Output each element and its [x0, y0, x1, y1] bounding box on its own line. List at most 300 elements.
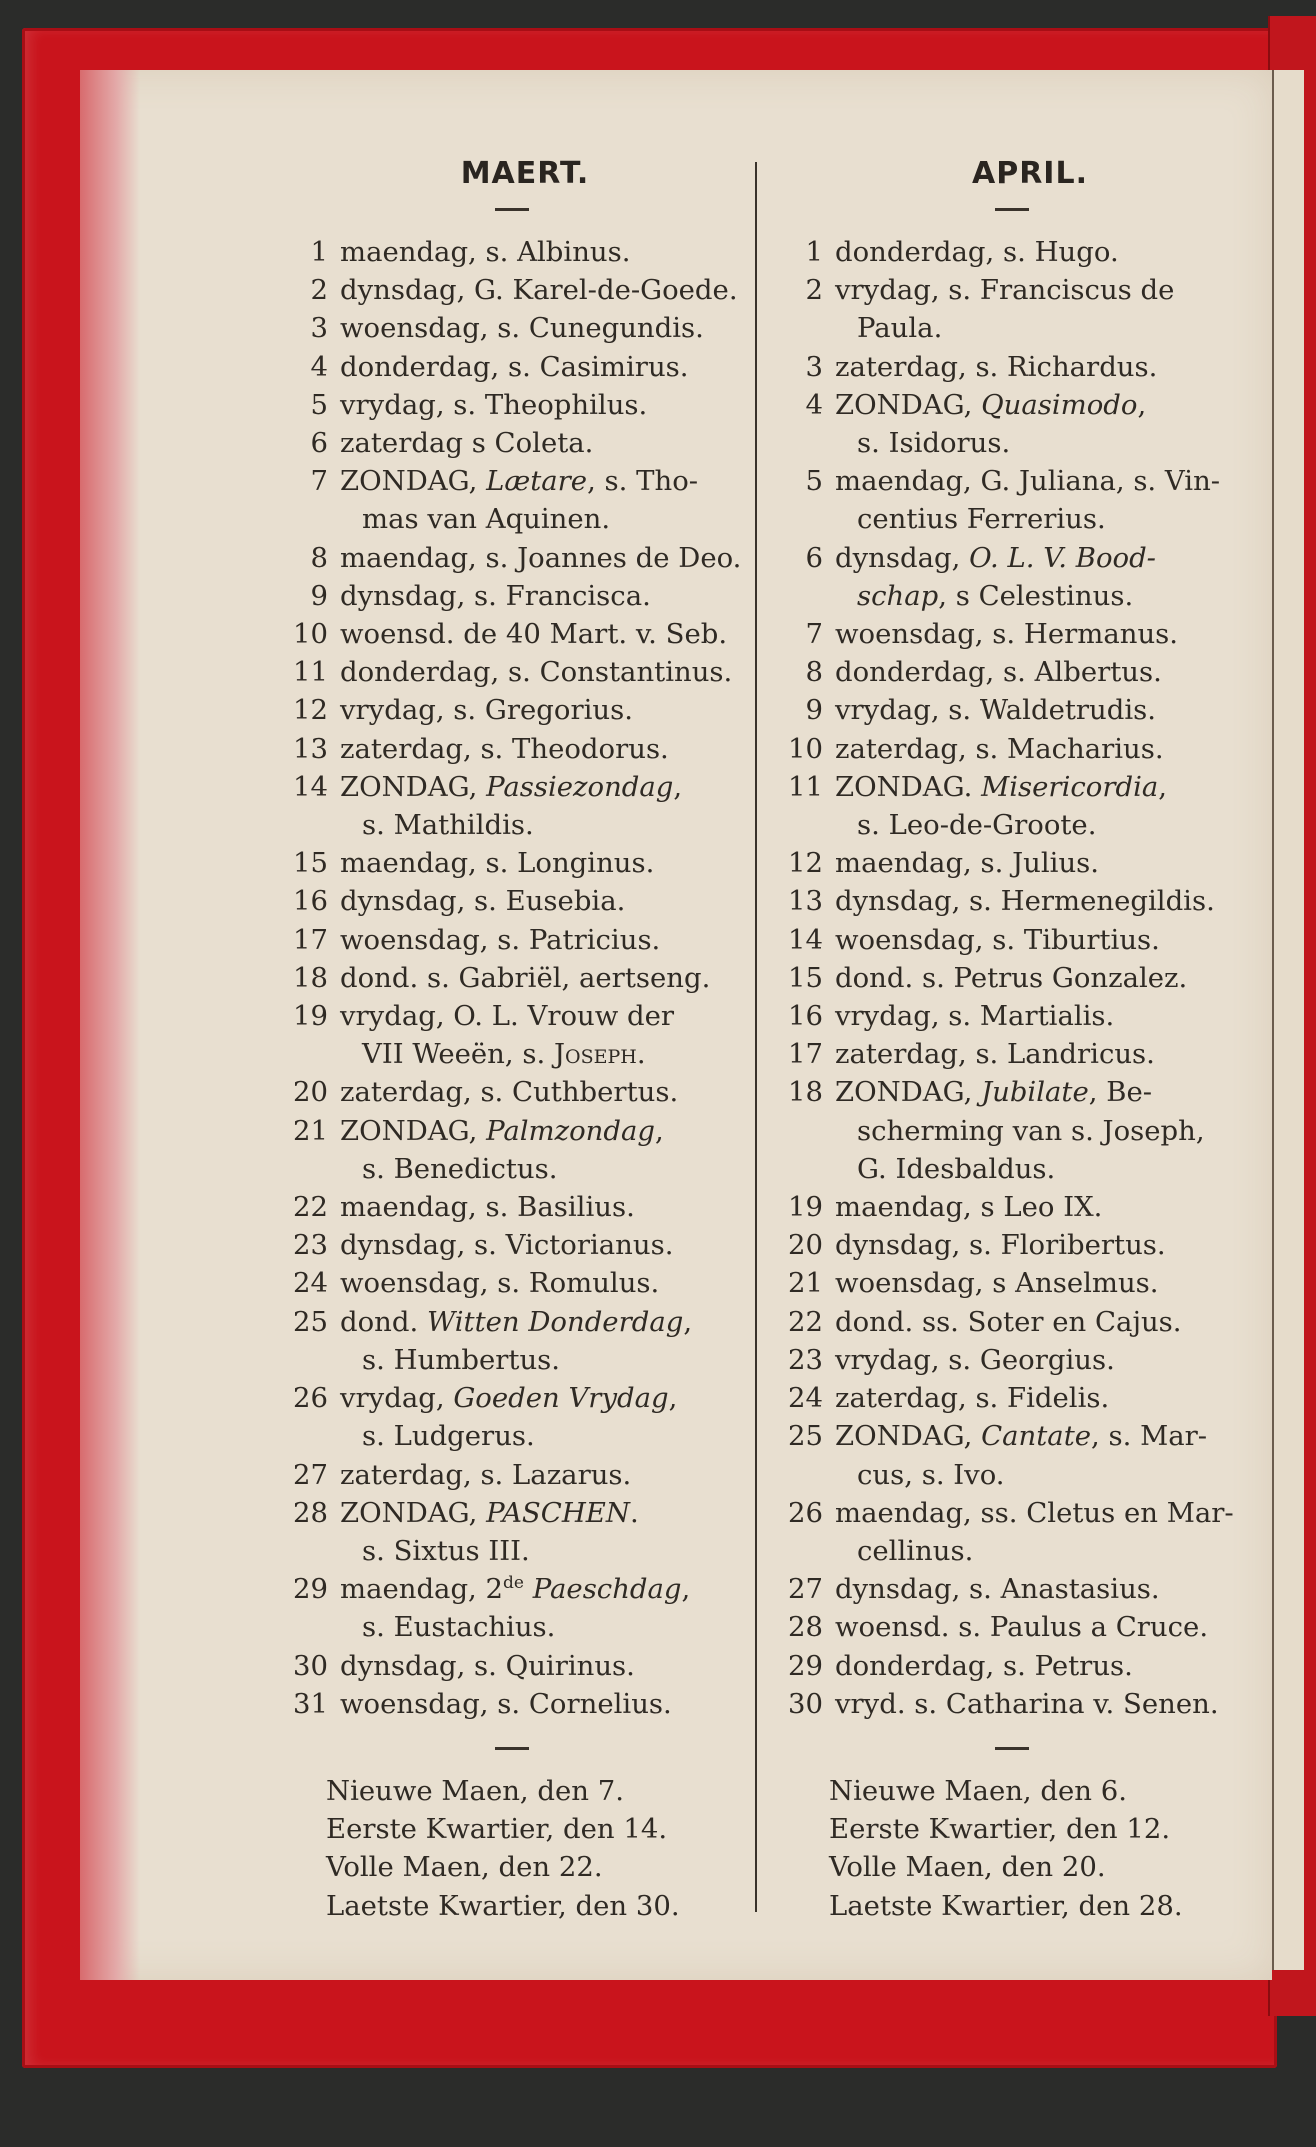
day-description [340, 615, 750, 653]
day-description [835, 1570, 1275, 1608]
calendar-day-entry [290, 768, 750, 844]
day-number: 26 [293, 1382, 328, 1415]
day-description [835, 271, 1275, 347]
day-description [835, 1379, 1275, 1417]
calendar-day-entry [785, 615, 1275, 653]
entry-text: ZONDAG, [835, 1076, 982, 1109]
day-description [340, 1647, 750, 1685]
day-description [340, 882, 750, 920]
day-number: 13 [293, 732, 328, 765]
day-number: 7 [310, 465, 328, 498]
day-number: 14 [788, 923, 823, 956]
day-description [835, 539, 1275, 615]
entry-text: , s Celestinus. [938, 579, 1134, 612]
entry-text [524, 1573, 533, 1605]
day-description [340, 386, 750, 424]
entry-text: Joseph [553, 1038, 637, 1071]
entry-text: zaterdag, s. Landricus. [835, 1038, 1155, 1071]
day-description-continued [835, 577, 1275, 615]
march-days [290, 233, 750, 1723]
day-number: 11 [293, 656, 328, 689]
day-number: 28 [293, 1496, 328, 1529]
calendar-day-entry [785, 539, 1275, 615]
calendar-day-entry [785, 1188, 1275, 1226]
day-description [835, 462, 1275, 538]
moon-phase: Laetste Kwartier, den 28. [829, 1889, 1183, 1922]
calendar-day-entry [290, 1647, 750, 1685]
day-description [340, 233, 750, 271]
entry-text: VII Weeën, s. [362, 1038, 554, 1071]
entry-text: maendag, 2 [340, 1573, 504, 1606]
day-number: 6 [310, 427, 328, 460]
day-number: 19 [293, 1000, 328, 1033]
day-description [340, 1570, 750, 1646]
calendar-day-entry [785, 1647, 1275, 1685]
month-title-march: MAERT. [460, 156, 590, 191]
day-number: 3 [310, 312, 328, 345]
calendar-day-entry [785, 233, 1275, 271]
entry-text: vrydag, s. Theophilus. [340, 388, 648, 421]
entry-text: woensdag, s. Romulus. [340, 1267, 660, 1300]
entry-text: zaterdag, s. Theodorus. [340, 732, 669, 765]
moon-phase: Eerste Kwartier, den 14. [326, 1813, 668, 1846]
day-description [835, 653, 1275, 691]
day-number: 21 [293, 1114, 328, 1147]
entry-text: dynsdag, s. Eusebia. [340, 885, 626, 918]
day-description [835, 348, 1275, 386]
entry-text: dynsdag, s. Quirinus. [340, 1649, 635, 1682]
calendar-day-entry [290, 615, 750, 653]
calendar-day-entry [785, 271, 1275, 347]
entry-text: , Be- [1088, 1076, 1153, 1109]
column-divider [755, 162, 757, 1912]
day-number: 30 [788, 1687, 823, 1720]
entry-text: zaterdag, s. Macharius. [835, 732, 1164, 765]
day-description-continued: s. Eustachius. [362, 1611, 556, 1644]
month-title-april: APRIL. [972, 156, 1088, 191]
entry-text: woensdag, s. Cornelius. [340, 1687, 672, 1720]
day-description [835, 1303, 1275, 1341]
day-description [340, 462, 750, 538]
entry-text: dynsdag, s. Victorianus. [340, 1229, 674, 1262]
day-description-continued: scherming van s. Joseph, [857, 1114, 1205, 1147]
day-number: 17 [788, 1038, 823, 1071]
feast-name: Lætare [486, 465, 588, 498]
day-description [835, 1417, 1275, 1493]
entry-text: , [673, 770, 683, 803]
entry-text: ZONDAG, [340, 1496, 487, 1529]
entry-text: woensdag, s Anselmus. [835, 1267, 1159, 1300]
day-description [835, 730, 1275, 768]
feast-name: schap [857, 579, 939, 612]
day-number: 11 [788, 770, 823, 803]
entry-text: . [629, 1496, 639, 1529]
day-description [340, 844, 750, 882]
day-description [340, 1188, 750, 1226]
day-description [835, 1264, 1275, 1302]
feast-name: Witten Donderdag [426, 1305, 684, 1338]
day-description [835, 1685, 1275, 1723]
calendar-day-entry [290, 271, 750, 309]
entry-text: dynsdag, s. Francisca. [340, 579, 651, 612]
day-description-continued: s. Leo-de-Groote. [857, 809, 1097, 842]
day-number: 18 [293, 961, 328, 994]
entry-text: dynsdag, s. Floribertus. [835, 1229, 1166, 1262]
calendar-day-entry [785, 959, 1275, 997]
day-description [835, 882, 1275, 920]
calendar-day-entry [785, 921, 1275, 959]
entry-text: vrydag, s. Georgius. [835, 1343, 1115, 1376]
day-number: 8 [310, 541, 328, 574]
day-description [835, 1226, 1275, 1264]
day-description-continued: mas van Aquinen. [362, 503, 611, 536]
calendar-day-entry [785, 462, 1275, 538]
entry-text: donderdag, s. Casimirus. [340, 350, 689, 383]
day-number: 26 [788, 1496, 823, 1529]
entry-text: maendag, s. Basilius. [340, 1191, 635, 1224]
day-description [340, 768, 750, 844]
calendar-day-entry [290, 844, 750, 882]
day-description [340, 653, 750, 691]
day-number: 19 [788, 1191, 823, 1224]
day-number: 12 [788, 847, 823, 880]
calendar-day-entry [290, 309, 750, 347]
day-number: 23 [293, 1229, 328, 1262]
moon-rule [995, 1747, 1029, 1750]
calendar-day-entry [290, 1494, 750, 1570]
calendar-day-entry [785, 653, 1275, 691]
day-description [340, 1264, 750, 1302]
day-number: 20 [788, 1229, 823, 1262]
day-description [835, 768, 1275, 844]
day-description-continued: cus, s. Ivo. [857, 1458, 1005, 1491]
entry-text: vrydag, O. L. Vrouw der [340, 1000, 675, 1033]
calendar-day-entry [290, 1685, 750, 1723]
entry-text: woensdag, s. Hermanus. [835, 618, 1179, 651]
day-description [835, 615, 1275, 653]
day-description-continued: s. Ludgerus. [362, 1420, 535, 1453]
day-description [340, 271, 750, 309]
day-number: 7 [805, 618, 823, 651]
entry-text: . [636, 1038, 646, 1071]
entry-text: donderdag, s. Albertus. [835, 656, 1162, 689]
feast-name: O. L. V. Bood- [969, 541, 1156, 574]
day-number: 2 [805, 274, 823, 307]
entry-text: , [1158, 770, 1168, 803]
day-description [835, 959, 1275, 997]
entry-text: vrydag, s. Franciscus de [835, 274, 1175, 307]
entry-text: de [503, 1572, 524, 1593]
day-number: 2 [310, 274, 328, 307]
calendar-day-entry [785, 1035, 1275, 1073]
feast-name: Palmzondag [486, 1114, 655, 1147]
entry-text: maendag, s. Julius. [835, 847, 1100, 880]
day-description-continued: s. Isidorus. [857, 427, 1011, 460]
entry-text: , [681, 1573, 691, 1606]
day-description-continued: Paula. [857, 312, 943, 345]
day-number: 29 [788, 1649, 823, 1682]
day-description [340, 1073, 750, 1111]
entry-text: zaterdag s Coleta. [340, 427, 594, 460]
april-column [785, 150, 1275, 1925]
entry-text: ZONDAG. [835, 770, 982, 803]
entry-text: dond. ss. Soter en Cajus. [835, 1305, 1182, 1338]
feast-name: Jubilate [981, 1076, 1089, 1109]
moon-rule [495, 1747, 529, 1750]
entry-text: maendag, s. Albinus. [340, 236, 631, 268]
page-edges [1272, 70, 1304, 1970]
entry-text: ZONDAG, [340, 1114, 487, 1147]
calendar-day-entry [785, 1073, 1275, 1188]
calendar-day-entry [785, 1417, 1275, 1493]
day-description [340, 1226, 750, 1264]
day-number: 18 [788, 1076, 823, 1109]
calendar-day-entry [785, 1226, 1275, 1264]
day-number: 30 [293, 1649, 328, 1682]
entry-text: woensd. de 40 Mart. v. Seb. [340, 618, 728, 651]
day-description [340, 539, 750, 577]
calendar-day-entry [785, 348, 1275, 386]
day-description-continued: s. Sixtus III. [362, 1534, 530, 1567]
entry-text: vrydag, [340, 1382, 454, 1415]
day-description [835, 1608, 1275, 1646]
day-number: 9 [310, 579, 328, 612]
entry-text: , [1137, 388, 1147, 421]
day-description [340, 309, 750, 347]
entry-text: ZONDAG, [835, 388, 982, 421]
entry-text: , s. Mar- [1091, 1420, 1208, 1453]
entry-text: dynsdag, s. Hermenegildis. [835, 885, 1215, 918]
calendar-day-entry [785, 997, 1275, 1035]
day-number: 9 [805, 694, 823, 727]
feast-name: Misericordia [981, 770, 1159, 803]
day-description [340, 1379, 750, 1455]
calendar-day-entry [785, 1303, 1275, 1341]
calendar-day-entry [785, 1685, 1275, 1723]
feast-name: Passiezondag [486, 770, 674, 803]
entry-text: maendag, s Leo IX. [835, 1191, 1103, 1224]
entry-text: zaterdag, s. Lazarus. [340, 1458, 632, 1491]
day-description-continued: s. Mathildis. [362, 809, 534, 842]
calendar-day-entry [290, 1303, 750, 1379]
day-number: 1 [805, 236, 823, 268]
calendar-day-entry [785, 882, 1275, 920]
entry-text: maendag, s. Joannes de Deo. [340, 541, 742, 574]
day-description [340, 730, 750, 768]
calendar-day-entry [290, 233, 750, 271]
day-number: 25 [293, 1305, 328, 1338]
day-number: 4 [805, 388, 823, 421]
day-number: 8 [805, 656, 823, 689]
entry-text: woensd. s. Paulus a Cruce. [835, 1611, 1209, 1644]
entry-text: dond. s. Gabriël, aertseng. [340, 961, 711, 994]
entry-text: maendag, ss. Cletus en Mar- [835, 1496, 1234, 1529]
calendar-day-entry [290, 462, 750, 538]
entry-text: dynsdag, s. Anastasius. [835, 1573, 1160, 1606]
calendar-day-entry [785, 386, 1275, 462]
entry-text: maendag, s. Longinus. [340, 847, 655, 880]
calendar-day-entry [290, 1073, 750, 1111]
entry-text: dynsdag, [835, 541, 970, 574]
day-description [340, 1112, 750, 1188]
day-description [835, 1494, 1275, 1570]
calendar-day-entry [290, 730, 750, 768]
day-description [835, 1647, 1275, 1685]
calendar-day-entry [785, 844, 1275, 882]
entry-text: vryd. s. Catharina v. Senen. [835, 1687, 1219, 1720]
day-description [340, 691, 750, 729]
calendar-day-entry [785, 691, 1275, 729]
day-number: 5 [805, 465, 823, 498]
day-number: 24 [293, 1267, 328, 1300]
calendar-day-entry [290, 959, 750, 997]
entry-text: ZONDAG, [340, 465, 487, 498]
april-days [785, 233, 1275, 1723]
moon-phase: Volle Maen, den 20. [829, 1851, 1106, 1884]
day-number: 13 [788, 885, 823, 918]
calendar-day-entry [785, 1379, 1275, 1417]
day-description-continued: s. Benedictus. [362, 1152, 558, 1185]
calendar-day-entry [290, 539, 750, 577]
march-moon-phases [290, 1772, 750, 1925]
entry-text: dond. [340, 1305, 427, 1338]
day-number: 27 [788, 1573, 823, 1606]
day-number: 28 [788, 1611, 823, 1644]
day-description [340, 1456, 750, 1494]
calendar-day-entry [290, 348, 750, 386]
day-description [340, 959, 750, 997]
day-number: 17 [293, 923, 328, 956]
day-number: 14 [293, 770, 328, 803]
entry-text: vrydag, s. Gregorius. [340, 694, 633, 727]
calendar-day-entry [785, 768, 1275, 844]
day-description [835, 1073, 1275, 1188]
day-description [340, 348, 750, 386]
entry-text: donderdag, s. Constantinus. [340, 656, 733, 689]
day-description [340, 1685, 750, 1723]
day-description-continued: centius Ferrerius. [857, 503, 1106, 536]
day-number: 24 [788, 1382, 823, 1415]
calendar-day-entry [785, 1608, 1275, 1646]
entry-text: , [668, 1382, 678, 1415]
day-description [340, 997, 750, 1073]
day-description-continued: cellinus. [857, 1534, 974, 1567]
entry-text: donderdag, s. Hugo. [835, 236, 1119, 268]
moon-phase: Eerste Kwartier, den 12. [829, 1813, 1171, 1846]
day-description [835, 691, 1275, 729]
day-description [835, 1035, 1275, 1073]
calendar-day-entry [290, 386, 750, 424]
moon-phase: Nieuwe Maen, den 6. [829, 1774, 1127, 1807]
april-moon-phases [785, 1772, 1275, 1925]
calendar-day-entry [290, 577, 750, 615]
day-number: 1 [310, 236, 328, 268]
calendar-day-entry [785, 1341, 1275, 1379]
entry-text: , [655, 1114, 664, 1147]
calendar-day-entry [290, 1226, 750, 1264]
day-description [835, 386, 1275, 462]
day-description [835, 997, 1275, 1035]
day-description [835, 844, 1275, 882]
day-description-continued: s. Humbertus. [362, 1343, 561, 1376]
entry-text: woensdag, s. Cunegundis. [340, 312, 704, 345]
day-description [340, 424, 750, 462]
calendar-day-entry [785, 730, 1275, 768]
calendar-day-entry [290, 653, 750, 691]
day-number: 3 [805, 350, 823, 383]
moon-phase: Laetste Kwartier, den 30. [326, 1889, 680, 1922]
day-number: 23 [788, 1343, 823, 1376]
feast-name: PASCHEN [486, 1496, 630, 1529]
day-description-continued: G. Idesbaldus. [857, 1152, 1056, 1185]
march-column [290, 150, 750, 1925]
day-number: 29 [293, 1573, 328, 1606]
day-description [835, 921, 1275, 959]
title-rule [495, 208, 529, 211]
day-number: 10 [788, 732, 823, 765]
calendar-day-entry [290, 1456, 750, 1494]
calendar-day-entry [290, 1379, 750, 1455]
day-number: 5 [310, 388, 328, 421]
day-number: 12 [293, 694, 328, 727]
day-number: 15 [293, 847, 328, 880]
day-number: 31 [293, 1687, 328, 1720]
day-number: 21 [788, 1267, 823, 1300]
calendar-day-entry [290, 921, 750, 959]
entry-text: woensdag, s. Tiburtius. [835, 923, 1160, 956]
calendar-day-entry [785, 1570, 1275, 1608]
day-description [340, 577, 750, 615]
entry-text: zaterdag, s. Richardus. [835, 350, 1158, 383]
calendar-day-entry [290, 424, 750, 462]
day-number: 10 [293, 618, 328, 651]
title-rule [995, 208, 1029, 211]
calendar-day-entry [785, 1494, 1275, 1570]
day-description [835, 1188, 1275, 1226]
moon-phase: Volle Maen, den 22. [326, 1851, 603, 1884]
day-description [340, 1494, 750, 1570]
feast-name: Quasimodo [981, 388, 1138, 421]
day-number: 16 [293, 885, 328, 918]
entry-text: , [683, 1305, 693, 1338]
feast-name: Cantate [981, 1420, 1092, 1453]
day-number: 6 [805, 541, 823, 574]
calendar-day-entry [290, 1188, 750, 1226]
feast-name: Goeden Vrydag [453, 1382, 669, 1415]
day-description [835, 233, 1275, 271]
day-description [340, 921, 750, 959]
entry-text: maendag, G. Juliana, s. Vin- [835, 465, 1221, 498]
day-description-continued [340, 1035, 750, 1073]
day-number: 15 [788, 961, 823, 994]
entry-text: woensdag, s. Patricius. [340, 923, 661, 956]
entry-text: dynsdag, G. Karel-de-Goede. [340, 274, 738, 307]
calendar-day-entry [785, 1264, 1275, 1302]
calendar-day-entry [290, 1112, 750, 1188]
day-number: 27 [293, 1458, 328, 1491]
calendar-day-entry [290, 691, 750, 729]
entry-text: zaterdag, s. Fidelis. [835, 1382, 1110, 1415]
feast-name: Paeschdag [532, 1573, 682, 1606]
calendar-day-entry [290, 1264, 750, 1302]
entry-text: ZONDAG, [835, 1420, 982, 1453]
calendar-day-entry [290, 1570, 750, 1646]
page-torn-margin [80, 70, 140, 1980]
day-number: 4 [310, 350, 328, 383]
calendar-day-entry [290, 997, 750, 1073]
entry-text: , s. Tho- [587, 465, 699, 498]
calendar-day-entry [290, 882, 750, 920]
